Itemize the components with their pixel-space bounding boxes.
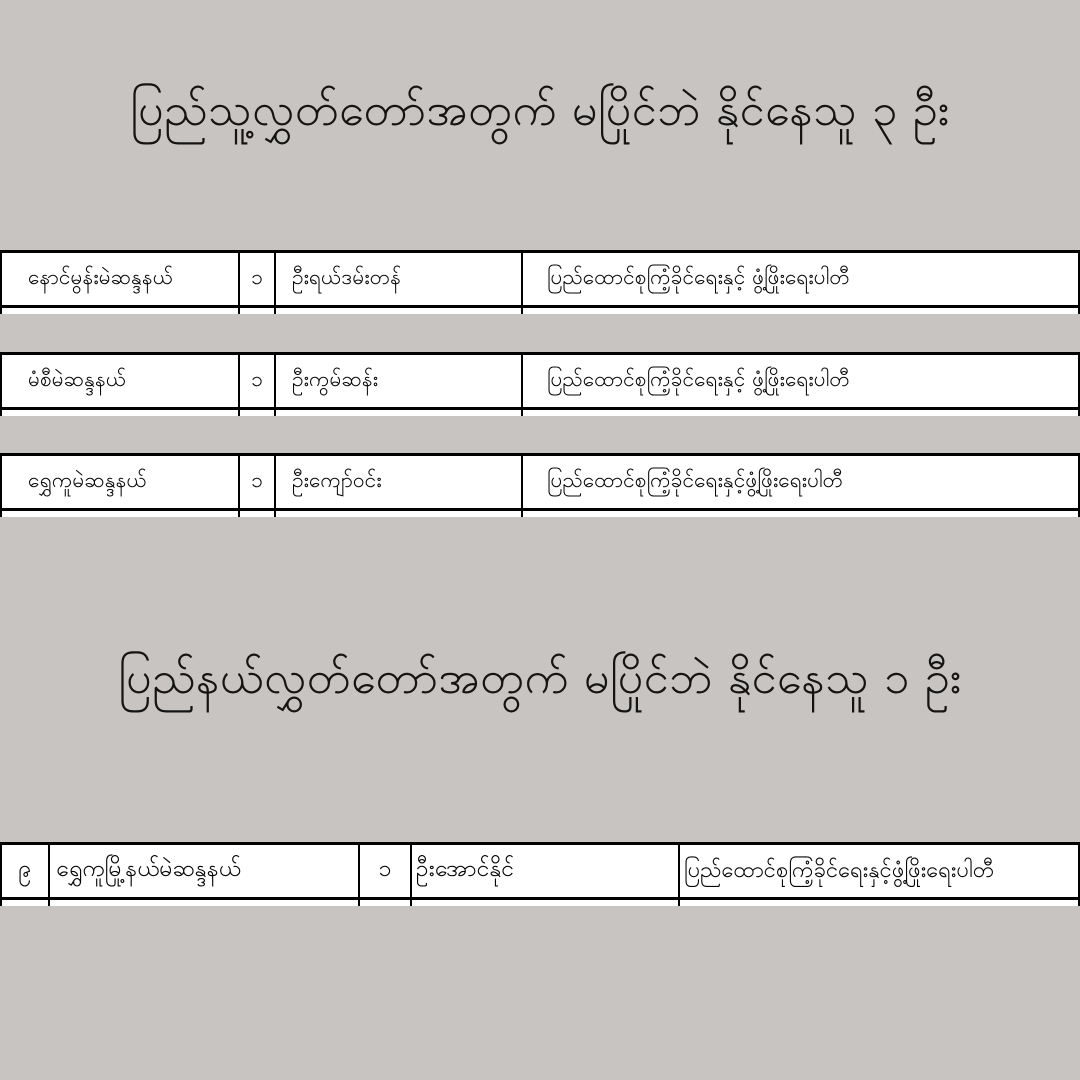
constituency-cell: ရွှေကူမဲဆန္ဒနယ် bbox=[0, 456, 240, 508]
constituency-cell: မံစီမဲဆန္ဒနယ် bbox=[0, 355, 240, 407]
candidate-name-cell: ဦးကွမ်ဆန်း bbox=[276, 355, 523, 407]
candidate-name-cell: ဦးအောင်နိုင် bbox=[412, 845, 680, 897]
cropped-next-row-edge bbox=[0, 900, 1080, 906]
state-hluttaw-title: ပြည်နယ်လွှတ်တော်အတွက် မပြိုင်ဘဲ နိုင်နေသူ ၁ ဦး bbox=[118, 651, 962, 704]
count-cell: ၁ bbox=[240, 456, 276, 508]
pyithu-table-row bbox=[0, 250, 1080, 314]
table-row bbox=[0, 453, 1080, 511]
cropped-next-row-edge bbox=[0, 410, 1080, 416]
pyithu-table-row bbox=[0, 352, 1080, 416]
cropped-next-row-edge bbox=[0, 308, 1080, 314]
serial-number-cell: ၉ bbox=[0, 845, 50, 897]
candidate-name-cell: ဦးရယ်ဒမ်းတန် bbox=[276, 253, 523, 305]
constituency-cell: ရွှေကူမြို့နယ်မဲဆန္ဒနယ် bbox=[50, 845, 360, 897]
count-cell: ၁ bbox=[360, 845, 412, 897]
party-cell: ပြည်ထောင်စုကြံ့ခိုင်ရေးနှင့် ဖွံ့ဖြိုးရေးပါတီ bbox=[523, 253, 1080, 305]
candidate-name-cell: ဦးကျော်ဝင်း bbox=[276, 456, 523, 508]
party-cell: ပြည်ထောင်စုကြံ့ခိုင်ရေးနှင့်ဖွံ့ဖြိုးရေးပါတီ bbox=[680, 845, 1080, 897]
table-row bbox=[0, 842, 1080, 900]
cropped-next-row-edge bbox=[0, 511, 1080, 517]
constituency-cell: နောင်မွန်းမဲဆန္ဒနယ် bbox=[0, 253, 240, 305]
table-row bbox=[0, 352, 1080, 410]
pyithu-table-row bbox=[0, 453, 1080, 517]
count-cell: ၁ bbox=[240, 253, 276, 305]
count-cell: ၁ bbox=[240, 355, 276, 407]
party-cell: ပြည်ထောင်စုကြံ့ခိုင်ရေးနှင့်ဖွံ့ဖြိုးရေးပါတီ bbox=[523, 456, 1080, 508]
table-row bbox=[0, 250, 1080, 308]
pyithu-hluttaw-title: ပြည်သူ့လွှတ်တော်အတွက် မပြိုင်ဘဲ နိုင်နေသူ ၃ ဦး bbox=[130, 83, 950, 136]
state-table-row bbox=[0, 842, 1080, 906]
party-cell: ပြည်ထောင်စုကြံ့ခိုင်ရေးနှင့် ဖွံ့ဖြိုးရေးပါတီ bbox=[523, 355, 1080, 407]
